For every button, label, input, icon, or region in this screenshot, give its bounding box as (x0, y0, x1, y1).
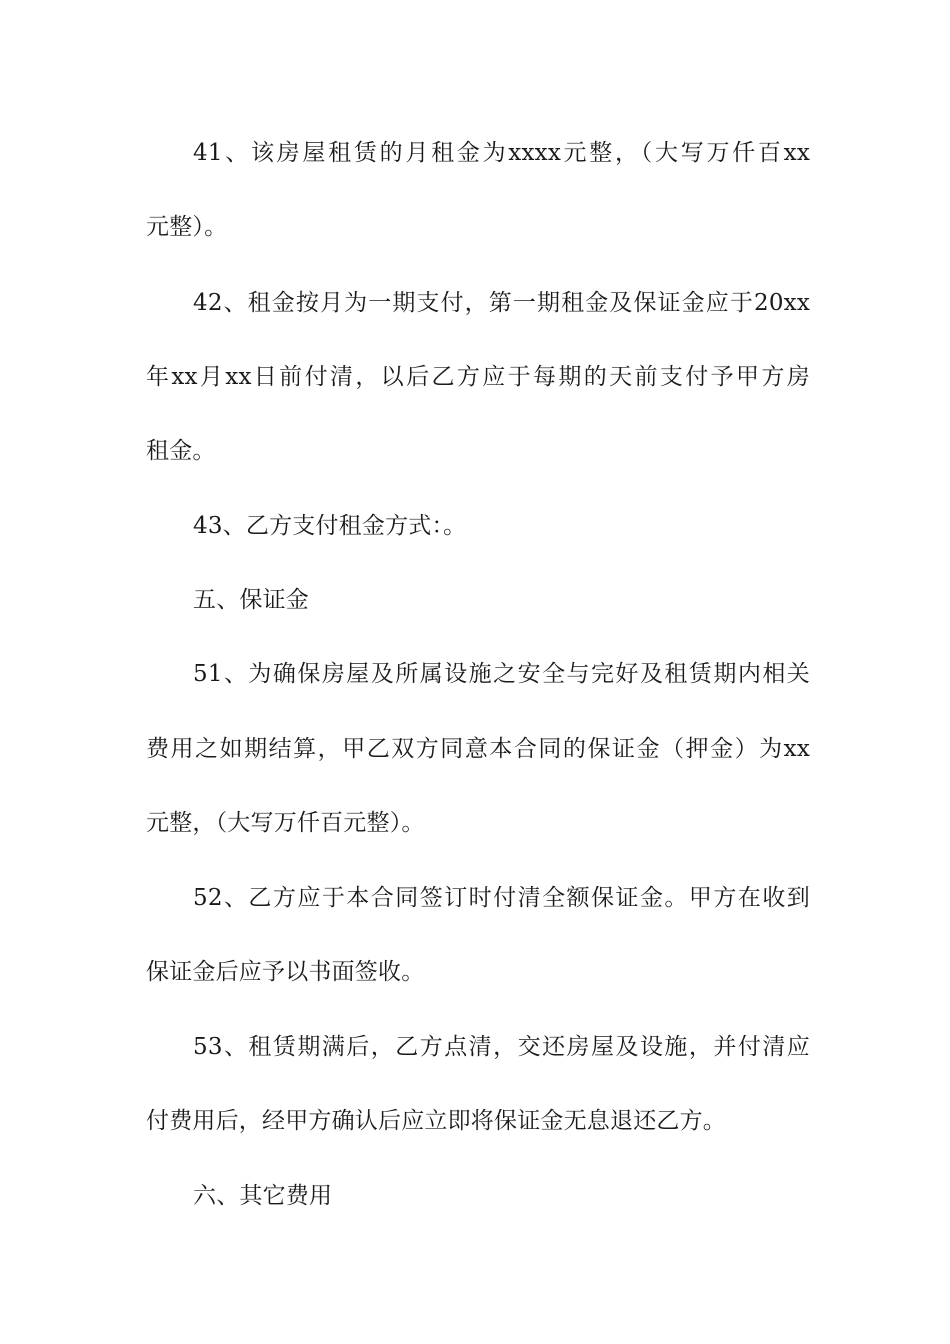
clause-53-line-1: 53、租赁期满后，乙方点清，交还房屋及设施，并付清应 (193, 1034, 810, 1060)
clause-51-line-2: 费用之如期结算，甲乙双方同意本合同的保证金（押金）为xx (146, 736, 810, 762)
clause-43-line-1: 43、乙方支付租金方式：。 (193, 513, 467, 539)
clause-41-line-1: 41、该房屋租赁的月租金为xxxx元整，（大写万仟百xx (193, 140, 810, 166)
clause-52-line-1: 52、乙方应于本合同签订时付清全额保证金。甲方在收到 (193, 885, 810, 911)
section-heading-other-fees: 六、其它费用 (193, 1183, 333, 1209)
section-heading-deposit: 五、保证金 (193, 587, 309, 613)
clause-53-line-2: 付费用后，经甲方确认后应立即将保证金无息退还乙方。 (146, 1108, 726, 1134)
clause-51-line-3: 元整，（大写万仟百元整）。 (146, 810, 425, 836)
clause-41-line-2: 元整）。 (146, 214, 228, 240)
clause-42-line-2: 年xx月xx日前付清，以后乙方应于每期的天前支付予甲方房 (146, 364, 810, 390)
clause-52-line-2: 保证金后应予以书面签收。 (146, 959, 425, 985)
clause-42-line-3: 租金。 (146, 438, 216, 464)
clause-51-line-1: 51、为确保房屋及所属设施之安全与完好及租赁期内相关 (193, 661, 810, 687)
clause-42-line-1: 42、租金按月为一期支付，第一期租金及保证金应于20xx (193, 290, 810, 316)
